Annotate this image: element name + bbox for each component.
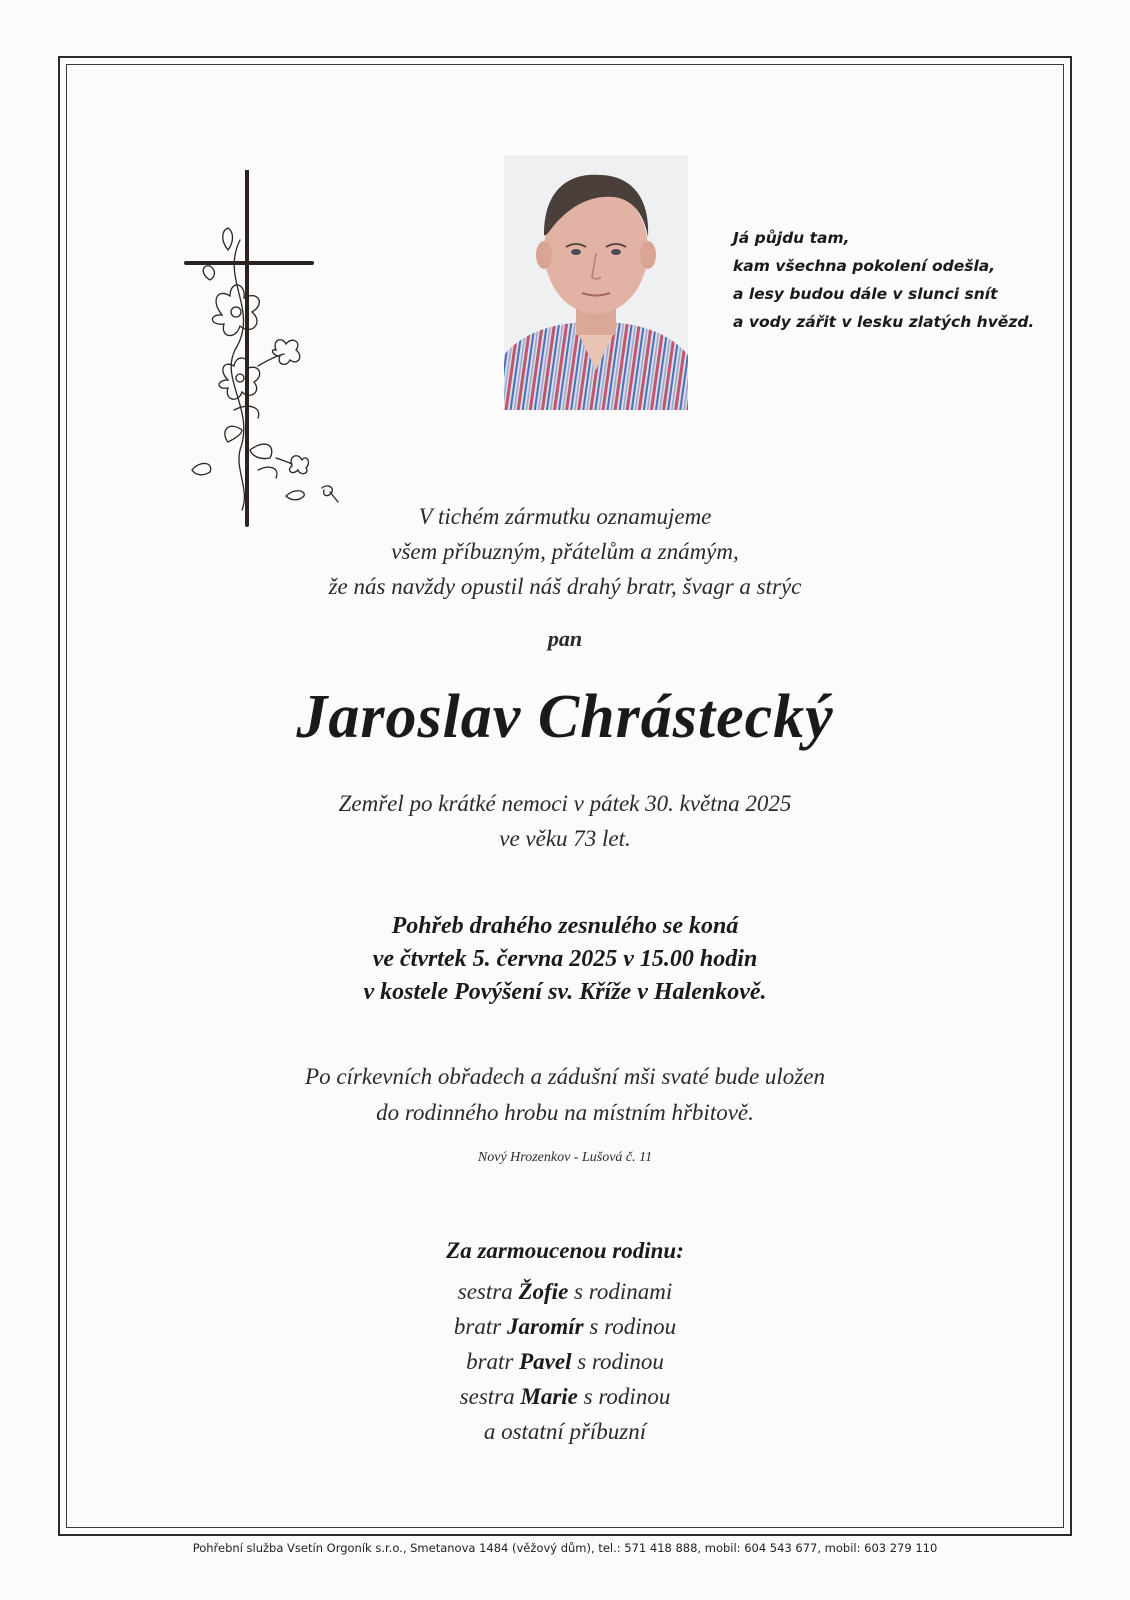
burial-line: do rodinného hrobu na místním hřbitově.	[376, 1100, 754, 1125]
family-member: sestra Žofie s rodinami	[457, 1279, 673, 1304]
burial-line: Po církevních obřadech a zádušní mši svaté bude uložen	[305, 1064, 825, 1089]
family-member: bratr Pavel s rodinou	[466, 1349, 664, 1374]
death-info	[150, 786, 980, 856]
funeral-line: ve čtvrtek 5. června 2025 v 15.00 hodin	[372, 946, 758, 972]
family-address: Nový Hrozenkov - Lušová č. 11	[477, 1150, 653, 1165]
quote	[733, 224, 1063, 336]
announcement-intro	[150, 499, 980, 604]
funeral-service-footer: Pohřební služba Vsetín Orgoník s.r.o., Smetanova 1484 (věžový dům), tel.: 571 418 888, mobil: 604 543 677, mobil: 603 279 110	[192, 1541, 938, 1555]
funeral-line: v kostele Povýšení sv. Kříže v Halenkově.	[363, 979, 767, 1005]
family-member: sestra Marie s rodinou	[459, 1384, 671, 1409]
intro-line: V tichém zármutku oznamujeme	[418, 504, 712, 529]
family-member: bratr Jaromír s rodinou	[453, 1314, 677, 1339]
quote-line: Já půjdu tam,	[733, 229, 850, 247]
deceased-name: Jaroslav Chrástecký	[296, 683, 834, 751]
quote-line: kam všechna pokolení odešla,	[733, 257, 996, 275]
burial-info	[150, 1059, 980, 1131]
cross-with-flowers-icon	[180, 170, 350, 535]
quote-line: a vody zářit v lesku zlatých hvězd.	[733, 313, 1035, 331]
family-list	[150, 1274, 980, 1449]
portrait-photo	[504, 155, 688, 410]
intro-line: všem příbuzným, přátelům a známým,	[391, 539, 739, 564]
funeral-info	[150, 910, 980, 1009]
title-pan: pan	[547, 626, 583, 651]
intro-line: že nás navždy opustil náš drahý bratr, švagr a strýc	[328, 574, 802, 599]
funeral-line: Pohřeb drahého zesnulého se koná	[391, 913, 739, 939]
family-title: Za zarmoucenou rodinu:	[446, 1238, 684, 1263]
quote-line: a lesy budou dále v slunci snít	[733, 285, 998, 303]
death-line: Zemřel po krátké nemoci v pátek 30. května 2025	[338, 791, 792, 816]
death-line: ve věku 73 let.	[499, 826, 631, 851]
family-closing: a ostatní příbuzní	[483, 1419, 647, 1444]
